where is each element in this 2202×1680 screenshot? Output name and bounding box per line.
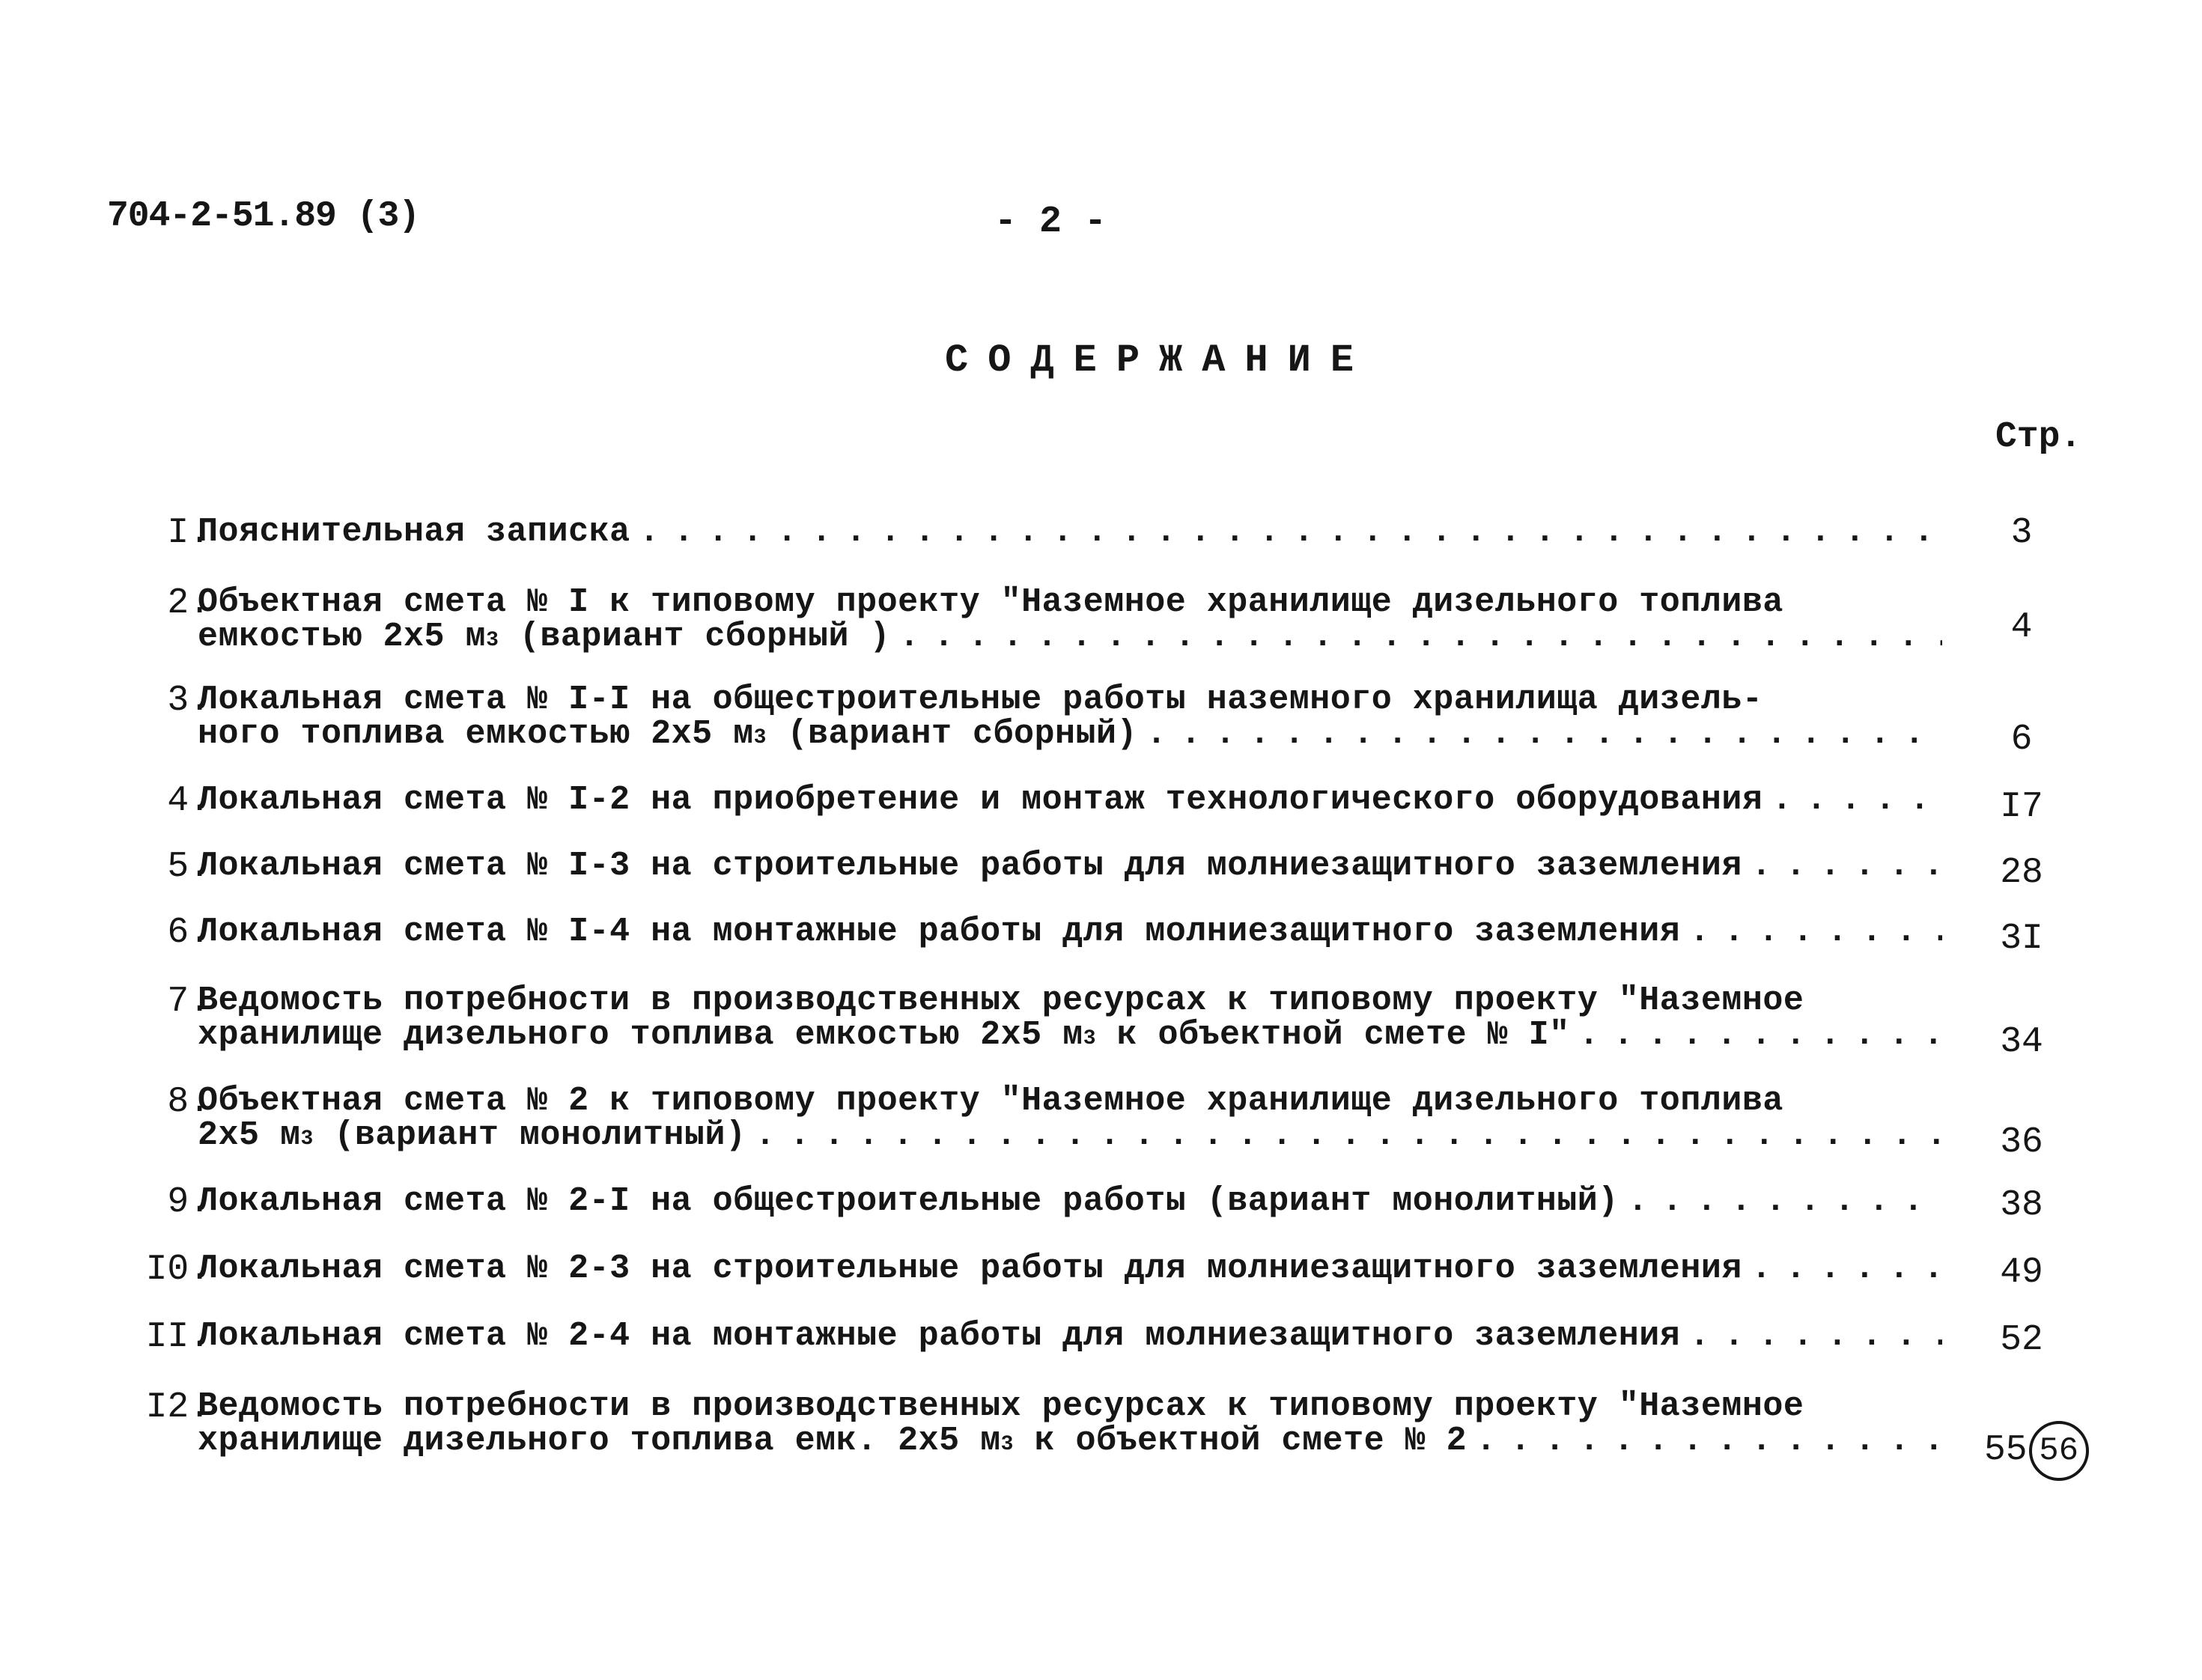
toc-item-line: (вариант монолитный) — [334, 1116, 746, 1154]
toc-item-line: Ведомость потребности в производственных ресурсах к типовому проекту "Наземное — [198, 981, 1804, 1020]
toc-item-line: Локальная смета № I-I на общестроительные работы наземного хранилища дизель- — [198, 681, 1763, 719]
toc-item-number: I0. — [145, 1250, 210, 1290]
toc-item-number: 7. — [167, 981, 210, 1022]
toc-item-number: 5. — [167, 847, 210, 887]
dot-leader — [1579, 1018, 1942, 1053]
toc-item-line: Локальная смета № I-4 на монтажные работы для молниезащитного заземления — [198, 913, 1681, 951]
dot-leader — [639, 515, 1942, 550]
toc-item-text: Локальная смета № I-I на общестроительные работы наземного хранилища дизель- ного топлива емкостью 2х5 м 3 (вариант сборный) . . . — [198, 683, 1942, 752]
toc-item-text — [198, 915, 1942, 949]
toc-item-number: 9. — [167, 1182, 210, 1223]
toc-item-text: Ведомость потребности в производственных ресурсах к типовому проекту "Наземное хранилище дизельного топлива емк. 2х5 м 3 к объектной смете № 2 . . . — [198, 1390, 1942, 1458]
dot-leader — [899, 620, 1942, 654]
dot-leader — [1751, 1252, 1942, 1286]
page-column-header: Стр. — [1995, 417, 2082, 457]
toc-item-line: хранилище дизельного топлива емкостью 2х5 м — [198, 1016, 1083, 1054]
toc-item-number: I. — [167, 513, 210, 553]
dot-leader — [1771, 783, 1942, 818]
toc-item-text: Ведомость потребности в производственных ресурсах к типовому проекту "Наземное хранилище дизельного топлива емкостью 2х5 м 3 к объектной смете № I" . . . — [198, 984, 1942, 1053]
toc-item-page — [1984, 1421, 2119, 1481]
toc-item-page: 28 — [2000, 853, 2043, 893]
toc-item-number: II. — [145, 1317, 210, 1357]
toc-item-line: Ведомость потребности в производственных ресурсах к типовому проекту "Наземное — [198, 1387, 1804, 1425]
toc-item-page: 3 — [2010, 513, 2033, 553]
dot-leader — [1628, 1184, 1942, 1219]
toc-item-line: ного топлива емкостью 2х5 м — [198, 715, 754, 753]
toc-item-page: 49 — [2000, 1253, 2043, 1293]
toc-item-line: хранилище дизельного топлива емк. 2х5 м — [198, 1422, 1001, 1460]
toc-item-text: Объектная смета № I к типовому проекту "Наземное хранилище дизельного топлива емкостью 2х5 м 3 (вариант сборный ) . . . — [198, 585, 1942, 654]
page-number: - 2 - — [994, 201, 1107, 243]
toc-item-number: 6. — [167, 913, 210, 953]
toc-item-text — [198, 515, 1942, 550]
toc-item-line: Локальная смета № I-3 на строительные работы для молниезащитного заземления — [198, 847, 1742, 885]
toc-item-line: Объектная смета № I к типовому проекту "Наземное хранилище дизельного топлива — [198, 583, 1783, 621]
toc-item-page: 4 — [2010, 607, 2033, 648]
dot-leader — [1751, 849, 1942, 883]
toc-item-text: Объектная смета № 2 к типовому проекту "Наземное хранилище дизельного топлива 2х5 м 3 (вариант монолитный) . . . — [198, 1084, 1942, 1153]
toc-item-text — [198, 1319, 1942, 1354]
toc-item-page: 36 — [2000, 1122, 2043, 1163]
toc-item-page: I7 — [2000, 787, 2043, 827]
toc-item-line: Пояснительная записка — [198, 513, 630, 551]
toc-item-line: Локальная смета № 2-I на общестроительные работы (вариант монолитный) — [198, 1182, 1619, 1220]
toc-item-page: 38 — [2000, 1185, 2043, 1226]
toc-item-number: 2. — [167, 583, 210, 624]
dot-leader — [1476, 1424, 1942, 1458]
toc-item-number: 3. — [167, 681, 210, 721]
toc-item-line: (вариант сборный ) — [519, 618, 890, 656]
toc-item-line: емкостью 2х5 м — [198, 618, 487, 656]
toc-item-line: Локальная смета № 2-4 на монтажные работы для молниезащитного заземления — [198, 1317, 1681, 1355]
toc-item-line: к объектной смете № I" — [1116, 1016, 1570, 1054]
page-title: СОДЕРЖАНИЕ — [945, 338, 1374, 383]
dot-leader — [1689, 1319, 1942, 1354]
toc-item-page: 6 — [2010, 719, 2033, 760]
dot-leader — [755, 1119, 1942, 1153]
document-code: 704-2-51.89 (3) — [107, 196, 420, 237]
toc-item-line: (вариант сборный) — [787, 715, 1138, 753]
toc-item-line: Локальная смета № 2-3 на строительные работы для молниезащитного заземления — [198, 1250, 1742, 1288]
toc-item-number: I2. — [145, 1387, 210, 1428]
toc-item-line: Объектная смета № 2 к типовому проекту "Наземное хранилище дизельного топлива — [198, 1082, 1783, 1120]
page-range-start: 55 — [1984, 1430, 2028, 1470]
circled-page-number: 56 — [2029, 1421, 2089, 1481]
toc-item-line: к объектной смете № 2 — [1034, 1422, 1468, 1460]
toc-item-text — [198, 1252, 1942, 1286]
toc-item-text — [198, 783, 1942, 818]
toc-item-text — [198, 1184, 1942, 1219]
toc-item-page: 3I — [2000, 919, 2043, 959]
dot-leader — [1689, 915, 1942, 949]
toc-item-page: 34 — [2000, 1022, 2043, 1062]
toc-item-number: 4. — [167, 781, 210, 821]
toc-item-page: 52 — [2000, 1320, 2043, 1360]
dot-leader — [1146, 717, 1942, 752]
toc-item-number: 8. — [167, 1082, 210, 1122]
toc-item-line: 2х5 м — [198, 1116, 301, 1154]
toc-item-line: Локальная смета № I-2 на приобретение и монтаж технологического оборудования — [198, 781, 1763, 819]
toc-item-text — [198, 849, 1942, 883]
